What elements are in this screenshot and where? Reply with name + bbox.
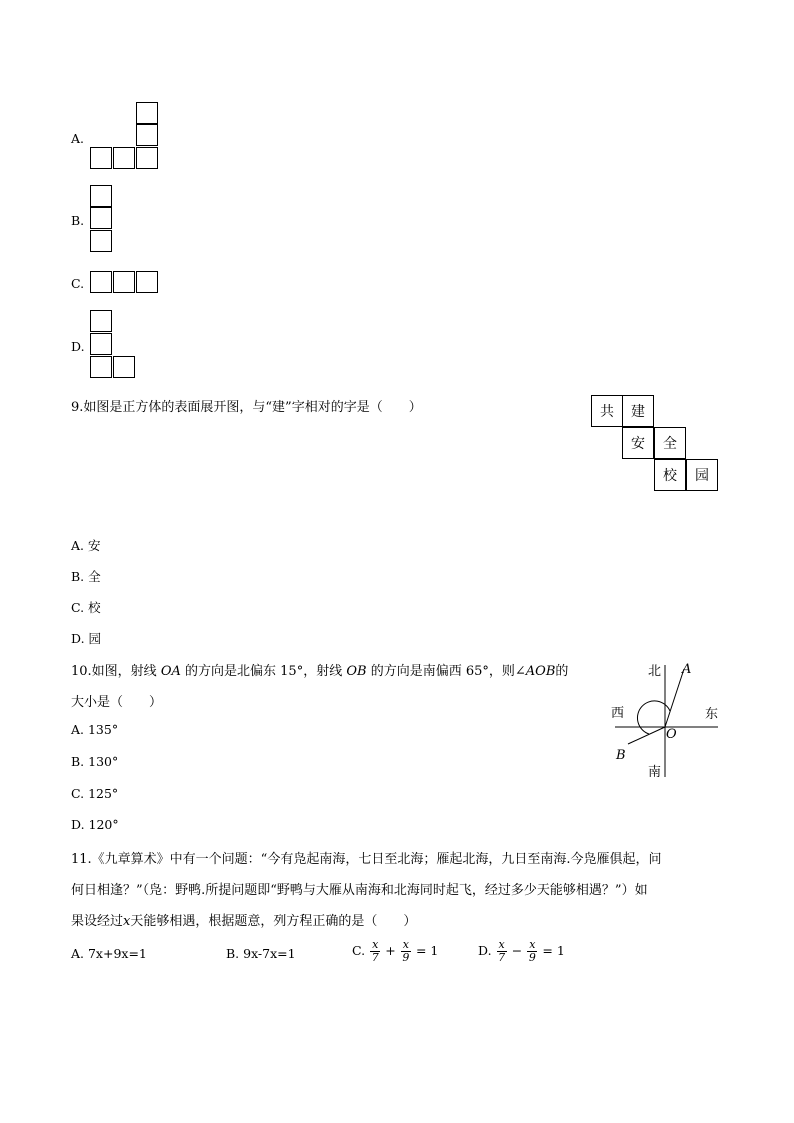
net-square: [113, 271, 135, 293]
net-square: [136, 102, 158, 124]
net-square: [113, 356, 135, 378]
q11-option-b: B. 9x-7x=1: [226, 946, 296, 961]
q10-stem-part4: 的: [555, 664, 569, 679]
east-label: 东: [705, 707, 719, 722]
point-o-label: O: [666, 727, 677, 742]
denominator: 7: [498, 951, 506, 964]
ray-oa: [665, 669, 684, 727]
q11-stem-line3-a: 果设经过: [71, 914, 124, 929]
q9-option-a: A. 安: [71, 538, 101, 553]
q10-stem-line2: 大小是（ ）: [71, 695, 163, 710]
q10-stem-part2: 的方向是北偏东 15°，射线: [185, 664, 343, 679]
q8-option-c-label: C.: [71, 276, 85, 291]
numerator: x: [402, 938, 409, 951]
q11-option-d-label: D.: [478, 943, 492, 958]
q11-stem-line2: 何日相逢？”（凫：野鸭.所提问题即“野鸭与大雁从南海和北海同时起飞，经过多少天能够相遇？”）如: [71, 883, 648, 898]
denominator: 9: [402, 951, 410, 964]
net-cell: 建: [622, 395, 654, 427]
angle-aob-label: AOB: [525, 664, 556, 679]
q8-option-a-label: A.: [71, 131, 85, 146]
q8-option-d-label: D.: [71, 339, 85, 354]
numerator: x: [372, 938, 379, 951]
south-label: 南: [648, 765, 662, 780]
q11-option-a: A. 7x+9x=1: [71, 946, 147, 961]
denominator: 7: [371, 951, 379, 964]
net-square: [90, 185, 112, 207]
q10-stem-line1: [71, 660, 568, 679]
ray-oa-label: OA: [160, 664, 181, 679]
q10-option-d: D. 120°: [71, 817, 119, 832]
ray-ob-label: OB: [346, 664, 367, 679]
net-square: [136, 271, 158, 293]
net-square: [90, 333, 112, 355]
net-cell: 共: [591, 395, 623, 427]
q11-stem-line3: [71, 910, 416, 929]
q10-compass-figure: [600, 655, 730, 785]
q11-stem-line1: 11.《九章算术》中有一个问题：“今有凫起南海，七日至北海；雁起北海，九日至南海.今凫雁俱起，问: [71, 852, 662, 867]
net-square: [113, 147, 135, 169]
net-square: [90, 207, 112, 229]
net-square: [90, 271, 112, 293]
q11-stem-line3-b: 天能够相遇，根据题意，列方程正确的是（ ）: [130, 914, 417, 929]
q9-option-b: B. 全: [71, 569, 101, 584]
net-square: [136, 147, 158, 169]
minus-sign: −: [511, 943, 523, 958]
ray-ob: [628, 727, 665, 744]
q8-option-b-label: B.: [71, 213, 85, 228]
net-cell: 安: [622, 427, 654, 459]
q9-option-c: C. 校: [71, 600, 101, 615]
numerator: x: [498, 938, 505, 951]
point-a-label: A: [682, 662, 692, 677]
q10-stem-part3: 的方向是南偏西 65°，则∠: [370, 664, 526, 679]
net-cell: 全: [654, 427, 686, 459]
north-label: 北: [648, 664, 662, 679]
fraction-x-over-9: [401, 939, 411, 964]
fraction-x-over-7: [370, 939, 380, 964]
net-cell: 校: [654, 459, 686, 491]
west-label: 西: [611, 706, 625, 721]
q11-option-c: [352, 939, 438, 964]
fraction-x-over-7: [497, 939, 507, 964]
net-cell: 园: [686, 459, 718, 491]
q10-option-c: C. 125°: [71, 786, 119, 801]
net-square: [90, 147, 112, 169]
q10-option-b: B. 130°: [71, 754, 119, 769]
net-square: [90, 230, 112, 252]
equals-one: = 1: [415, 943, 439, 958]
q11-option-c-label: C.: [352, 943, 366, 958]
q9-stem: 9.如图是正方体的表面展开图，与“建”字相对的字是（ ）: [71, 400, 422, 415]
denominator: 9: [528, 951, 536, 964]
q9-option-d: D. 园: [71, 631, 102, 646]
variable-x: x: [123, 914, 131, 929]
fraction-x-over-9: [527, 939, 537, 964]
q10-option-a: A. 135°: [71, 722, 119, 737]
net-square: [90, 356, 112, 378]
numerator: x: [529, 938, 536, 951]
equals-one: = 1: [542, 943, 565, 958]
q10-stem-part1: 10.如图，射线: [71, 664, 157, 679]
plus-sign: +: [385, 943, 396, 958]
point-b-label: B: [616, 748, 626, 763]
q11-option-d: [478, 939, 565, 964]
net-square: [136, 124, 158, 146]
net-square: [90, 310, 112, 332]
